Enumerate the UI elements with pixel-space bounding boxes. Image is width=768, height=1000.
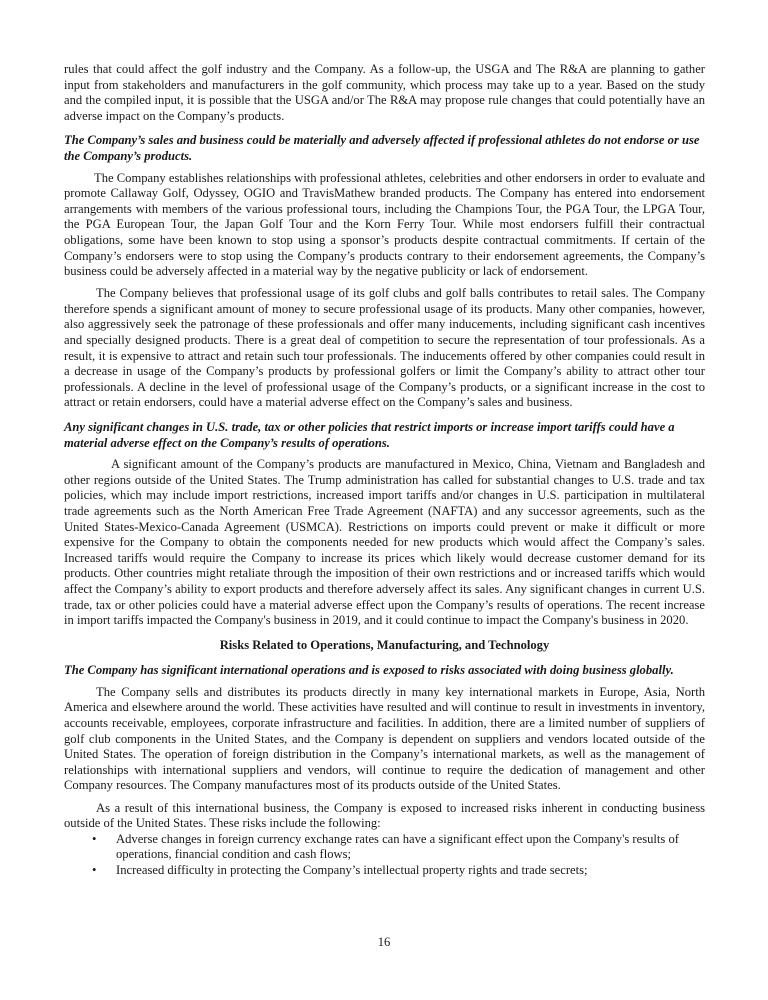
paragraph-international-risks-intro: As a result of this international business, the Company is exposed to increased risks inherent in conducting business outside of the United States. These risks include the following: [64, 800, 705, 831]
paragraph-professional-usage: The Company believes that professional usage of its golf clubs and golf balls contributes to retail sales. The Company therefore spends a significant amount of money to secure professional usage of its products. Many other companies, however, also aggressively seek the patronage of these professionals and offer many inducements, including significant cash incentives and specially designed products. There is a great deal of competition to secure the representation of tour professionals. As a result, it is expensive to attract and retain such tour professionals. The inducements offered by other companies could result in a decrease in usage of the Company’s products by professional golfers or limit the Company’s ability to attract other tour professionals. A decline in the level of professional usage of the Company’s products, or a significant increase in the cost to attract or retain endorsers, could have a material adverse effect on the Company’s sales and business. [64, 286, 705, 410]
bullet-item-intellectual-property [64, 863, 705, 879]
risk-heading-international: The Company has significant international operations and is exposed to risks associated with doing business globally. [64, 663, 674, 678]
section-title: Risks Related to Operations, Manufacturing, and Technology [219, 637, 550, 652]
risk-bullet-list [64, 832, 705, 879]
paragraph-endorsers: The Company establishes relationships with professional athletes, celebrities and other endorsers in order to evaluate and promote Callaway Golf, Odyssey, OGIO and TravisMathew branded products. The Company has entered into endorsement arrangements with members of the various professional tours, including the Champions Tour, the PGA Tour, the LPGA Tour, the PGA European Tour, the Japan Golf Tour and the Korn Ferry Tour. While most endorsers fulfill their contractual obligations, some have been known to stop using a sponsor’s products despite contractual commitments. If certain of the Company’s endorsers were to stop using the Company’s products contrary to their endorsement agreements, the Company’s business could be adversely affected in a material way by the negative publicity or lack of endorsement. [64, 170, 705, 279]
bullet-text: Increased difficulty in protecting the Company’s intellectual property rights and trade secrets; [116, 862, 588, 877]
bullet-text: Adverse changes in foreign currency exchange rates can have a significant effect upon the Company's results of operations, financial condition and cash flows; [116, 831, 679, 862]
paragraph-international-operations: The Company sells and distributes its products directly in many key international markets in Europe, Asia, North America and elsewhere around the world. These activities have resulted and will continue to result in investments in inventory, accounts receivable, employees, corporate infrastructure and facilities. In addition, there are a limited number of suppliers of golf club components in the United States, and the Company is dependent on suppliers and vendors located outside of the United States. The operation of foreign distribution in the Company’s international markets, as well as the management of relationships with international suppliers and vendors, will continue to require the dedication of management and other Company resources. The Company manufactures most of its products outside of the United States. [64, 684, 705, 793]
risk-heading-trade-policy: Any significant changes in U.S. trade, tax or other policies that restrict imports or increase import tariffs could have a material adverse effect on the Company’s results of operations. [64, 419, 675, 450]
continuation-paragraph: rules that could affect the golf industry and the Company. As a follow-up, the USGA and The R&A are planning to gather input from stakeholders and manufacturers in the golf community, which process may take up to a year. Based on the study and the compiled input, it is possible that the USGA and/or The R&A may propose rule changes that could potentially have an adverse impact on the Company’s products. [64, 62, 705, 123]
risk-heading-endorsements: The Company’s sales and business could be materially and adversely affected if professional athletes do not endorse or use the Company’s products. [64, 133, 700, 163]
paragraph-trade-tariffs: A significant amount of the Company’s products are manufactured in Mexico, China, Vietnam and Bangladesh and other regions outside of the United States. The Trump administration has called for substantial changes to U.S. trade and tax policies, which may include import restrictions, increased import tariffs and/or changes in U.S. participation in multilateral trade agreements such as the North American Free Trade Agreement (NAFTA) and any successor agreements, such as the United States-Mexico-Canada Agreement (USMCA). Restrictions on imports could prevent or make it difficult or more expensive for the Company to obtain the components needed for new products which would affect the Company’s sales. Increased tariffs would require the Company to increase its prices which likely would decrease customer demand for its products. Other countries might retaliate through the imposition of their own restrictions and or increased tariffs which would affect the Company’s ability to export products and therefore adversely affect its sales. Any significant changes in current U.S. trade, tax or other policies could have a material adverse effect upon the Company’s results of operations. The recent increase in import tariffs impacted the Company's business in 2019, and it could continue to impact the Company's business in 2020. [64, 457, 705, 628]
bullet-item-currency [64, 832, 705, 863]
bullet-icon: • [92, 831, 97, 846]
document-page [64, 62, 705, 879]
bullet-icon: • [92, 862, 97, 877]
page-number: 16 [377, 935, 391, 949]
